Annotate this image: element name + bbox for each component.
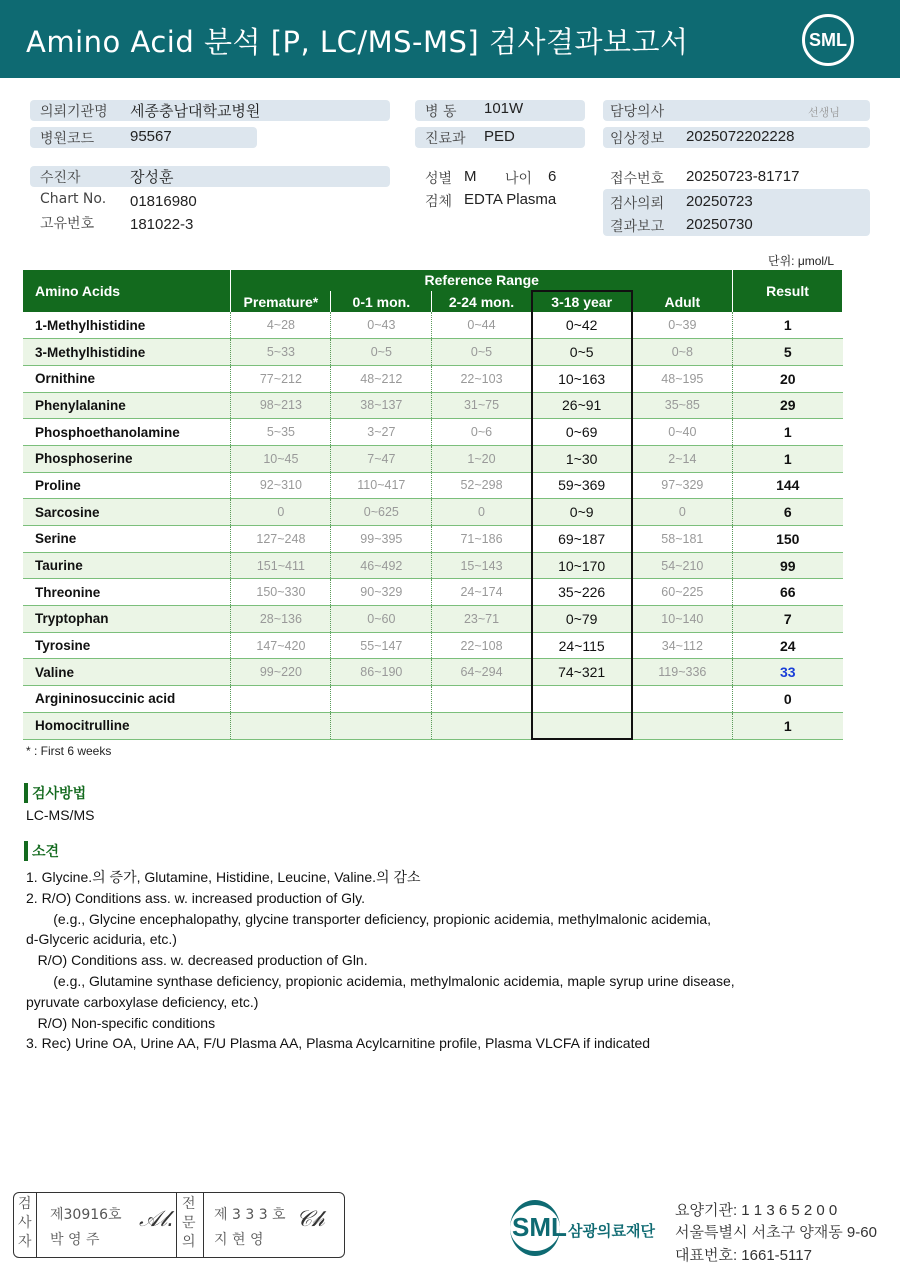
result-value: 150	[733, 526, 843, 553]
ref-adult: 0~40	[632, 419, 733, 446]
request-value: 20250723	[686, 193, 753, 210]
table-footnote: * : First 6 weeks	[26, 744, 112, 758]
specimen-value: EDTA Plasma	[464, 191, 557, 208]
table-row	[23, 392, 843, 419]
patient-label: 수진자	[40, 170, 81, 186]
ref-0-1mon	[331, 712, 432, 739]
ref-premature: 0	[231, 499, 331, 526]
amino-acid-name: Phosphoethanolamine	[23, 419, 231, 446]
dept-label: 진료과	[425, 131, 466, 147]
specialist-signature: 𝒞𝒽	[296, 1207, 325, 1232]
method-title: 검사방법	[24, 783, 86, 803]
ref-2-24mon: 0	[432, 499, 532, 526]
ref-premature: 151~411	[231, 552, 331, 579]
ref-premature: 99~220	[231, 659, 331, 686]
ref-2-24mon: 22~108	[432, 632, 532, 659]
chart-value: 01816980	[130, 193, 197, 210]
ref-2-24mon: 52~298	[432, 472, 532, 499]
ref-adult: 58~181	[632, 526, 733, 553]
table-row	[23, 712, 843, 739]
col-header-premature: Premature*	[231, 291, 331, 312]
doctor-label: 담당의사	[610, 104, 665, 120]
ref-3-18year: 59~369	[532, 472, 632, 499]
ref-premature	[231, 712, 331, 739]
ref-adult	[632, 686, 733, 713]
report-title: Amino Acid 분석 [P, LC/MS-MS] 검사결과보고서	[26, 25, 689, 59]
findings-line: pyruvate carboxylase deficiency, etc.)	[26, 993, 259, 1010]
result-value: 66	[733, 579, 843, 606]
ref-3-18year: 24~115	[532, 632, 632, 659]
col-header-0-1mon: 0-1 mon.	[331, 291, 432, 312]
result-value: 33	[733, 659, 843, 686]
ref-0-1mon: 86~190	[331, 659, 432, 686]
table-row	[23, 659, 843, 686]
chart-label: Chart No.	[40, 191, 107, 207]
table-row	[23, 445, 843, 472]
ref-2-24mon: 31~75	[432, 392, 532, 419]
ref-0-1mon: 0~60	[331, 606, 432, 633]
unit-label: 단위: μmol/L	[768, 254, 835, 268]
ref-2-24mon: 0~5	[432, 339, 532, 366]
sml-logo: SML	[802, 14, 854, 66]
amino-acid-name: Phosphoserine	[23, 445, 231, 472]
amino-acid-name: Threonine	[23, 579, 231, 606]
col-header-reference: Reference Range	[231, 270, 733, 291]
ref-adult: 97~329	[632, 472, 733, 499]
col-header-result: Result	[733, 270, 843, 312]
ref-premature: 5~35	[231, 419, 331, 446]
table-row	[23, 686, 843, 713]
findings-line: R/O) Non-specific conditions	[26, 1014, 216, 1031]
ref-0-1mon: 110~417	[331, 472, 432, 499]
ref-2-24mon: 0~6	[432, 419, 532, 446]
ref-2-24mon: 23~71	[432, 606, 532, 633]
table-row	[23, 312, 843, 339]
ref-2-24mon: 24~174	[432, 579, 532, 606]
result-value: 99	[733, 552, 843, 579]
ref-premature	[231, 686, 331, 713]
ref-adult	[632, 712, 733, 739]
col-header-3-18year: 3-18 year	[532, 291, 632, 312]
amino-acid-name: Tyrosine	[23, 632, 231, 659]
footer-phone: 대표번호: 1661-5117	[675, 1247, 812, 1264]
table-row	[23, 499, 843, 526]
result-value: 1	[733, 445, 843, 472]
ref-premature: 127~248	[231, 526, 331, 553]
findings-line: R/O) Conditions ass. w. decreased production of Gln.	[26, 952, 368, 969]
specialist-label: 전문의	[182, 1196, 196, 1250]
institution-label: 의뢰기관명	[40, 104, 108, 120]
ref-0-1mon: 48~212	[331, 365, 432, 392]
col-header-2-24mon: 2-24 mon.	[432, 291, 532, 312]
ref-2-24mon: 71~186	[432, 526, 532, 553]
footer-logo: SML	[512, 1212, 567, 1242]
sex-label: 성별	[425, 171, 453, 187]
report-date-value: 20250730	[686, 216, 753, 233]
specimen-label: 검체	[425, 194, 453, 210]
ref-adult: 2~14	[632, 445, 733, 472]
footer-org: 삼광의료재단	[568, 1222, 655, 1240]
ref-adult: 34~112	[632, 632, 733, 659]
tester-signature: 𝒜𝓁.	[139, 1207, 175, 1232]
ref-0-1mon: 46~492	[331, 552, 432, 579]
ref-adult: 54~210	[632, 552, 733, 579]
amino-acid-name: 3-Methylhistidine	[23, 339, 231, 366]
findings-line: (e.g., Glycine encephalopathy, glycine transporter deficiency, propionic acidemia, methylmalonic acidemia,	[26, 910, 712, 927]
specialist-name: 지 현 영	[214, 1232, 264, 1248]
ref-adult: 10~140	[632, 606, 733, 633]
hospital-code-label: 병원코드	[40, 131, 95, 147]
ref-0-1mon: 7~47	[331, 445, 432, 472]
ref-3-18year: 35~226	[532, 579, 632, 606]
amino-acid-name: 1-Methylhistidine	[23, 312, 231, 339]
ref-premature: 4~28	[231, 312, 331, 339]
amino-acid-name: Taurine	[23, 552, 231, 579]
table-row	[23, 339, 843, 366]
result-value: 144	[733, 472, 843, 499]
result-value: 7	[733, 606, 843, 633]
findings-line: 2. R/O) Conditions ass. w. increased production of Gly.	[26, 889, 366, 906]
ref-0-1mon: 0~5	[331, 339, 432, 366]
col-header-adult: Adult	[632, 291, 733, 312]
amino-acid-table	[23, 270, 843, 740]
ref-adult: 48~195	[632, 365, 733, 392]
result-value: 1	[733, 312, 843, 339]
ref-premature: 92~310	[231, 472, 331, 499]
request-label: 검사의뢰	[610, 196, 665, 212]
ref-3-18year: 10~163	[532, 365, 632, 392]
amino-acid-name: Proline	[23, 472, 231, 499]
findings-line: d-Glyceric aciduria, etc.)	[26, 931, 177, 948]
footer-address: 서울특별시 서초구 양재동 9-60	[675, 1224, 877, 1241]
tester-label: 검사자	[18, 1196, 32, 1250]
ref-2-24mon: 22~103	[432, 365, 532, 392]
table-row	[23, 552, 843, 579]
result-value: 24	[733, 632, 843, 659]
result-value: 0	[733, 686, 843, 713]
ref-premature: 147~420	[231, 632, 331, 659]
ref-0-1mon: 90~329	[331, 579, 432, 606]
findings-line: (e.g., Glutamine synthase deficiency, propionic acidemia, methylmalonic acidemia, maple syrup urine disease,	[26, 972, 735, 989]
ref-adult: 119~336	[632, 659, 733, 686]
ref-premature: 77~212	[231, 365, 331, 392]
col-header-name: Amino Acids	[23, 270, 231, 312]
ward-value: 101W	[484, 100, 524, 117]
table-row	[23, 419, 843, 446]
tester-no: 제30916호	[50, 1207, 122, 1223]
amino-acid-name: Argininosuccinic acid	[23, 686, 231, 713]
amino-acid-name: Homocitrulline	[23, 712, 231, 739]
ref-0-1mon: 99~395	[331, 526, 432, 553]
ref-3-18year: 0~79	[532, 606, 632, 633]
amino-acid-name: Valine	[23, 659, 231, 686]
ref-0-1mon: 3~27	[331, 419, 432, 446]
ref-0-1mon: 38~137	[331, 392, 432, 419]
tester-name: 박 영 주	[50, 1232, 100, 1248]
ref-2-24mon: 0~44	[432, 312, 532, 339]
clinical-value: 2025072202228	[686, 128, 795, 145]
table-row	[23, 365, 843, 392]
findings-line: 1. Glycine.의 증가, Glutamine, Histidine, Leucine, Valine.의 감소	[26, 869, 421, 885]
ref-adult: 60~225	[632, 579, 733, 606]
ref-0-1mon	[331, 686, 432, 713]
ref-premature: 150~330	[231, 579, 331, 606]
header-bar	[0, 0, 900, 78]
findings-title: 소견	[24, 841, 59, 861]
ref-2-24mon: 15~143	[432, 552, 532, 579]
amino-acid-name: Tryptophan	[23, 606, 231, 633]
ref-premature: 10~45	[231, 445, 331, 472]
result-value: 20	[733, 365, 843, 392]
result-value: 29	[733, 392, 843, 419]
specialist-no: 제 3 3 3 호	[214, 1207, 286, 1223]
ref-premature: 28~136	[231, 606, 331, 633]
footer-care-no: 요양기관: 1 1 3 6 5 2 0 0	[675, 1202, 838, 1219]
ref-0-1mon: 0~43	[331, 312, 432, 339]
dept-value: PED	[484, 128, 515, 145]
ref-adult: 35~85	[632, 392, 733, 419]
ref-2-24mon: 64~294	[432, 659, 532, 686]
ref-3-18year: 26~91	[532, 392, 632, 419]
signature-box	[13, 1192, 345, 1258]
table-row	[23, 579, 843, 606]
ref-3-18year: 0~69	[532, 419, 632, 446]
amino-acid-name: Ornithine	[23, 365, 231, 392]
report-date-label: 결과보고	[610, 219, 665, 235]
unique-value: 181022-3	[130, 216, 194, 233]
ref-3-18year: 74~321	[532, 659, 632, 686]
age-label: 나이	[505, 171, 533, 187]
ref-adult: 0~39	[632, 312, 733, 339]
findings-text	[26, 867, 735, 1054]
amino-acid-name: Phenylalanine	[23, 392, 231, 419]
sex-value: M	[464, 168, 477, 185]
ref-2-24mon	[432, 712, 532, 739]
ref-0-1mon: 0~625	[331, 499, 432, 526]
table-row	[23, 632, 843, 659]
age-value: 6	[548, 168, 557, 185]
ref-3-18year: 1~30	[532, 445, 632, 472]
method-text: LC-MS/MS	[26, 807, 95, 823]
ward-label: 병 동	[425, 104, 457, 120]
ref-premature: 98~213	[231, 392, 331, 419]
doctor-suffix: 선생님	[808, 106, 840, 119]
ref-3-18year	[532, 712, 632, 739]
table-row	[23, 526, 843, 553]
ref-3-18year: 0~9	[532, 499, 632, 526]
receipt-value: 20250723-81717	[686, 168, 800, 185]
result-value: 1	[733, 712, 843, 739]
amino-acid-name: Serine	[23, 526, 231, 553]
ref-3-18year: 0~42	[532, 312, 632, 339]
hospital-code-value: 95567	[130, 128, 172, 145]
ref-3-18year: 69~187	[532, 526, 632, 553]
ref-adult: 0~8	[632, 339, 733, 366]
ref-3-18year: 10~170	[532, 552, 632, 579]
receipt-label: 접수번호	[610, 171, 665, 187]
ref-0-1mon: 55~147	[331, 632, 432, 659]
result-value: 6	[733, 499, 843, 526]
patient-value: 장성훈	[130, 169, 174, 186]
info-box	[30, 166, 390, 187]
ref-adult: 0	[632, 499, 733, 526]
table-row	[23, 606, 843, 633]
clinical-label: 임상정보	[610, 131, 665, 147]
ref-2-24mon: 1~20	[432, 445, 532, 472]
ref-3-18year: 0~5	[532, 339, 632, 366]
amino-acid-name: Sarcosine	[23, 499, 231, 526]
table-row	[23, 472, 843, 499]
institution-value: 세종충남대학교병원	[130, 103, 261, 120]
ref-premature: 5~33	[231, 339, 331, 366]
ref-3-18year	[532, 686, 632, 713]
result-value: 1	[733, 419, 843, 446]
result-value: 5	[733, 339, 843, 366]
findings-line: 3. Rec) Urine OA, Urine AA, F/U Plasma AA, Plasma Acylcarnitine profile, Plasma VLCFA if indicated	[26, 1035, 651, 1052]
unique-label: 고유번호	[40, 216, 95, 232]
ref-2-24mon	[432, 686, 532, 713]
